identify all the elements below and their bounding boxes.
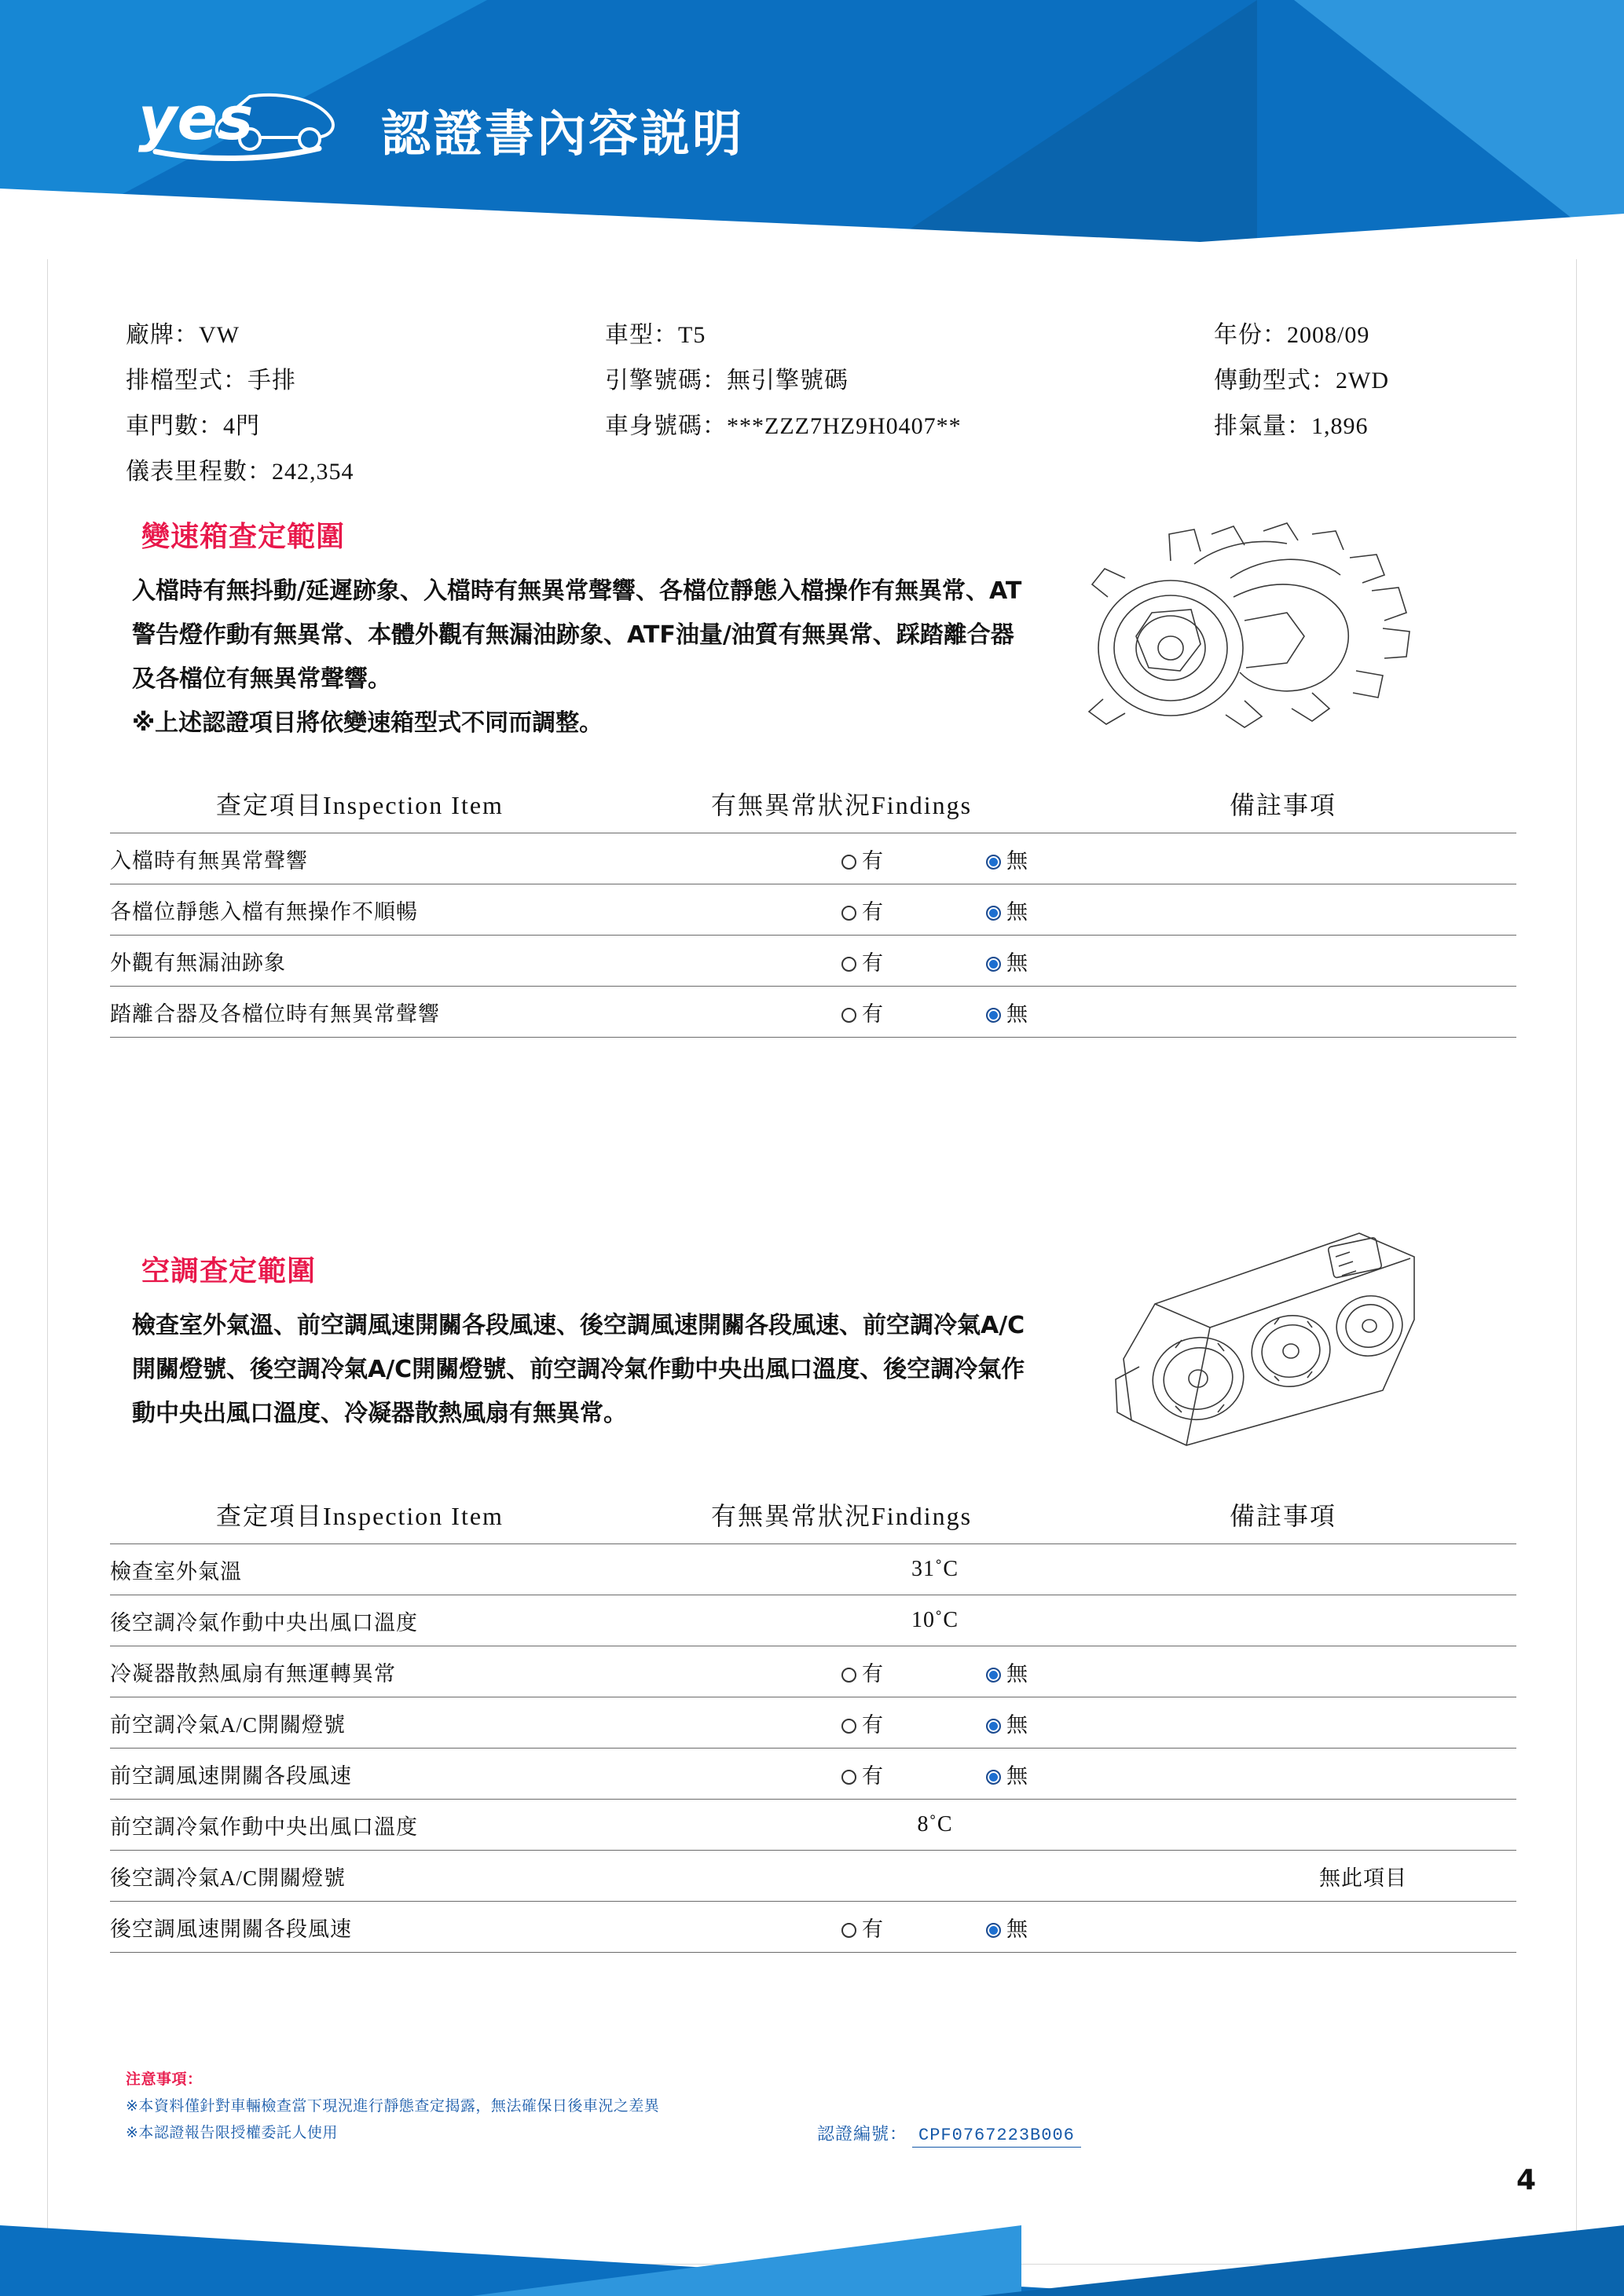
- vehicle-mileage: 儀表里程數：242,354: [126, 459, 354, 485]
- inspection-note-cell: [1210, 1544, 1516, 1595]
- vehicle-vin: 車身號碼：***ZZZ7HZ9H0407**: [605, 413, 962, 439]
- inspection-findings-cell: [660, 936, 1210, 987]
- col-head-note-1: 備註事項: [1230, 791, 1337, 819]
- radio-dot-selected-icon[interactable]: [986, 1770, 1001, 1785]
- table-row: [110, 1902, 1516, 1953]
- radio-dot-selected-icon[interactable]: [986, 1668, 1001, 1683]
- inspection-item-label: 前空調冷氣作動中央出風口溫度: [110, 1800, 660, 1851]
- vehicle-engine-number: 引擎號碼：無引擎號碼: [605, 368, 849, 394]
- inspection-item-label: 踏離合器及各檔位時有無異常聲響: [110, 987, 660, 1038]
- radio-label: 有: [862, 1002, 884, 1026]
- radio-label: 有: [862, 950, 884, 975]
- findings-radio-group[interactable]: [841, 844, 1028, 874]
- findings-radio-group[interactable]: [841, 997, 1028, 1027]
- radio-option-no[interactable]: [986, 1759, 1028, 1789]
- inspection-item-label: 後空調冷氣作動中央出風口溫度: [110, 1595, 660, 1646]
- inspection-findings-cell: [660, 1749, 1210, 1800]
- section-desc-line: ※上述認證項目將依變速箱型式不同而調整。: [132, 709, 603, 737]
- inspection-note-cell: [1210, 833, 1516, 884]
- table-row: [110, 1697, 1516, 1749]
- climate-control-illustration: [1100, 1210, 1438, 1469]
- footer-notice: [126, 2066, 659, 2146]
- radio-option-no[interactable]: [986, 946, 1028, 976]
- vehicle-model: 車型：T5: [605, 322, 706, 348]
- radio-label: 有: [862, 899, 884, 924]
- findings-radio-group[interactable]: [841, 946, 1028, 976]
- inspection-item-label: 後空調風速開關各段風速: [110, 1902, 660, 1953]
- footer-shape-right: [980, 2225, 1624, 2296]
- table-row: [110, 1749, 1516, 1800]
- radio-option-yes[interactable]: [841, 946, 884, 976]
- radio-dot-icon[interactable]: [841, 1008, 856, 1023]
- page-footer-bar: [0, 2225, 1624, 2296]
- inspection-note-cell: [1210, 884, 1516, 936]
- svg-text:yes: yes: [138, 83, 254, 153]
- findings-value: 31˚C: [911, 1557, 959, 1581]
- inspection-note-cell: [1210, 1902, 1516, 1953]
- inspection-note-cell: [1210, 1697, 1516, 1749]
- inspection-findings-cell: [660, 833, 1210, 884]
- climate-inspection-table: [110, 1543, 1516, 1953]
- radio-label: 有: [862, 1661, 884, 1686]
- section-desc-transmission: [132, 569, 1028, 745]
- inspection-findings-cell: [660, 1544, 1210, 1595]
- footer-notice-line-2: ※本認證報告限授權委託人使用: [126, 2124, 338, 2141]
- certificate-number-value: CPF0767223B006: [912, 2126, 1081, 2148]
- radio-label: 有: [862, 1917, 884, 1941]
- vehicle-gearbox-type: 排檔型式：手排: [126, 368, 296, 394]
- radio-option-yes[interactable]: [841, 1657, 884, 1687]
- col-head-item-1: 查定項目Inspection Item: [216, 791, 504, 819]
- vehicle-year: 年份：2008/09: [1214, 322, 1370, 348]
- inspection-findings-cell: [660, 1851, 1210, 1902]
- radio-label: 有: [862, 1712, 884, 1737]
- vehicle-brand: 廠牌：VW: [126, 322, 240, 348]
- page-number: 4: [1516, 2164, 1536, 2196]
- vehicle-door-count: 車門數：4門: [126, 413, 260, 439]
- inspection-findings-cell: [660, 1595, 1210, 1646]
- radio-dot-icon[interactable]: [841, 1668, 856, 1683]
- inspection-findings-cell: [660, 987, 1210, 1038]
- col-head-item-2: 查定項目Inspection Item: [216, 1502, 504, 1530]
- radio-option-no[interactable]: [986, 895, 1028, 925]
- radio-dot-icon[interactable]: [841, 1923, 856, 1938]
- radio-dot-selected-icon[interactable]: [986, 906, 1001, 921]
- certificate-number-label: 認證編號：: [817, 2124, 908, 2144]
- table-row: [110, 1595, 1516, 1646]
- radio-option-no[interactable]: [986, 1657, 1028, 1687]
- table-row: [110, 1851, 1516, 1902]
- radio-dot-selected-icon[interactable]: [986, 1008, 1001, 1023]
- section-title-transmission: 變速箱查定範圍: [141, 521, 346, 553]
- table-row: [110, 936, 1516, 987]
- radio-option-yes[interactable]: [841, 997, 884, 1027]
- radio-label: 有: [862, 848, 884, 873]
- vehicle-info-col-1: [126, 313, 354, 495]
- radio-label: 無: [1006, 899, 1028, 924]
- radio-option-yes[interactable]: [841, 895, 884, 925]
- yes-logo: [132, 82, 368, 165]
- table-row: [110, 884, 1516, 936]
- inspection-note-cell: [1210, 936, 1516, 987]
- inspection-findings-cell: [660, 1697, 1210, 1749]
- radio-option-yes[interactable]: [841, 844, 884, 874]
- radio-label: 有: [862, 1763, 884, 1788]
- radio-label: 無: [1006, 1661, 1028, 1686]
- radio-option-yes[interactable]: [841, 1912, 884, 1943]
- radio-option-no[interactable]: [986, 1912, 1028, 1943]
- footer-notice-title: 注意事項：: [126, 2071, 203, 2088]
- table-row: [110, 987, 1516, 1038]
- inspection-item-label: 外觀有無漏油跡象: [110, 936, 660, 987]
- radio-option-no[interactable]: [986, 844, 1028, 874]
- radio-dot-icon[interactable]: [841, 855, 856, 870]
- vehicle-drivetrain: 傳動型式：2WD: [1214, 368, 1389, 394]
- radio-dot-selected-icon[interactable]: [986, 1923, 1001, 1938]
- radio-dot-icon[interactable]: [841, 906, 856, 921]
- radio-option-yes[interactable]: [841, 1708, 884, 1738]
- footer-shape-mid: [471, 2225, 1021, 2296]
- footer-notice-line-1: ※本資料僅針對車輛檢查當下現況進行靜態查定揭露，無法確保日後車況之差異: [126, 2097, 660, 2115]
- inspection-findings-cell: [660, 1800, 1210, 1851]
- radio-label: 無: [1006, 950, 1028, 975]
- table-row: [110, 1646, 1516, 1697]
- vehicle-info-col-2: [605, 313, 962, 449]
- vehicle-info-col-3: [1214, 313, 1389, 449]
- findings-radio-group[interactable]: [841, 1708, 1028, 1738]
- radio-dot-icon[interactable]: [841, 957, 856, 972]
- col-head-note-2: 備註事項: [1230, 1502, 1337, 1530]
- transmission-illustration: [1076, 503, 1438, 738]
- vehicle-displacement: 排氣量：1,896: [1214, 413, 1369, 439]
- radio-dot-selected-icon[interactable]: [986, 1719, 1001, 1734]
- table-row: [110, 833, 1516, 884]
- inspection-item-label: 檢查室外氣溫: [110, 1544, 660, 1595]
- radio-option-no[interactable]: [986, 997, 1028, 1027]
- inspection-note-cell: [1210, 987, 1516, 1038]
- page-title: 認證書內容説明: [381, 105, 744, 163]
- table-row: [110, 1800, 1516, 1851]
- header-white-wedge-2: [917, 214, 1624, 259]
- findings-value: 8˚C: [917, 1812, 953, 1836]
- inspection-note-cell: 無此項目: [1210, 1851, 1516, 1902]
- inspection-item-label: 後空調冷氣A/C開關燈號: [110, 1851, 660, 1902]
- inspection-note-cell: [1210, 1749, 1516, 1800]
- radio-dot-selected-icon[interactable]: [986, 957, 1001, 972]
- inspection-findings-cell: [660, 1646, 1210, 1697]
- radio-dot-icon[interactable]: [841, 1719, 856, 1734]
- radio-label: 無: [1006, 848, 1028, 873]
- page-header: [0, 0, 1624, 259]
- section-title-climate: 空調查定範圍: [141, 1255, 317, 1287]
- radio-label: 無: [1006, 1002, 1028, 1026]
- section-desc-line: 檢查室外氣溫、前空調風速開關各段風速、後空調風速開關各段風速、前空調冷氣A/C開關燈號、後空調冷氣A/C開關燈號、前空調冷氣作動中央出風口溫度、後空調冷氣作動中央出風口溫度、冷凝器散熱風扇有無異常。: [132, 1312, 1025, 1427]
- inspection-note-cell: [1210, 1800, 1516, 1851]
- radio-label: 無: [1006, 1917, 1028, 1941]
- inspection-item-label: 前空調冷氣A/C開關燈號: [110, 1697, 660, 1749]
- section-desc-line: 入檔時有無抖動/延遲跡象、入檔時有無異常聲響、各檔位靜態入檔操作有無異常、AT警告燈作動有無異常、本體外觀有無漏油跡象、ATF油量/油質有無異常、踩踏離合器及各檔位有無異常聲響。: [132, 577, 1022, 693]
- inspection-item-label: 冷凝器散熱風扇有無運轉異常: [110, 1646, 660, 1697]
- findings-radio-group[interactable]: [841, 1657, 1028, 1687]
- radio-dot-selected-icon[interactable]: [986, 855, 1001, 870]
- radio-label: 無: [1006, 1712, 1028, 1737]
- findings-radio-group[interactable]: [841, 1912, 1028, 1943]
- col-head-findings-1: 有無異常狀況Findings: [711, 791, 973, 819]
- inspection-findings-cell: [660, 884, 1210, 936]
- radio-option-no[interactable]: [986, 1708, 1028, 1738]
- inspection-item-label: 入檔時有無異常聲響: [110, 833, 660, 884]
- inspection-item-label: 前空調風速開關各段風速: [110, 1749, 660, 1800]
- inspection-note-cell: [1210, 1646, 1516, 1697]
- findings-value: 10˚C: [911, 1608, 959, 1632]
- findings-radio-group[interactable]: [841, 1759, 1028, 1789]
- findings-radio-group[interactable]: [841, 895, 1028, 925]
- radio-option-yes[interactable]: [841, 1759, 884, 1789]
- section-desc-climate: [132, 1304, 1028, 1436]
- inspection-findings-cell: [660, 1902, 1210, 1953]
- col-head-findings-2: 有無異常狀況Findings: [711, 1502, 973, 1530]
- transmission-inspection-table: [110, 833, 1516, 1038]
- radio-dot-icon[interactable]: [841, 1770, 856, 1785]
- table-row: [110, 1544, 1516, 1595]
- inspection-item-label: 各檔位靜態入檔有無操作不順暢: [110, 884, 660, 936]
- certificate-number: [817, 2121, 1081, 2145]
- radio-label: 無: [1006, 1763, 1028, 1788]
- inspection-note-cell: [1210, 1595, 1516, 1646]
